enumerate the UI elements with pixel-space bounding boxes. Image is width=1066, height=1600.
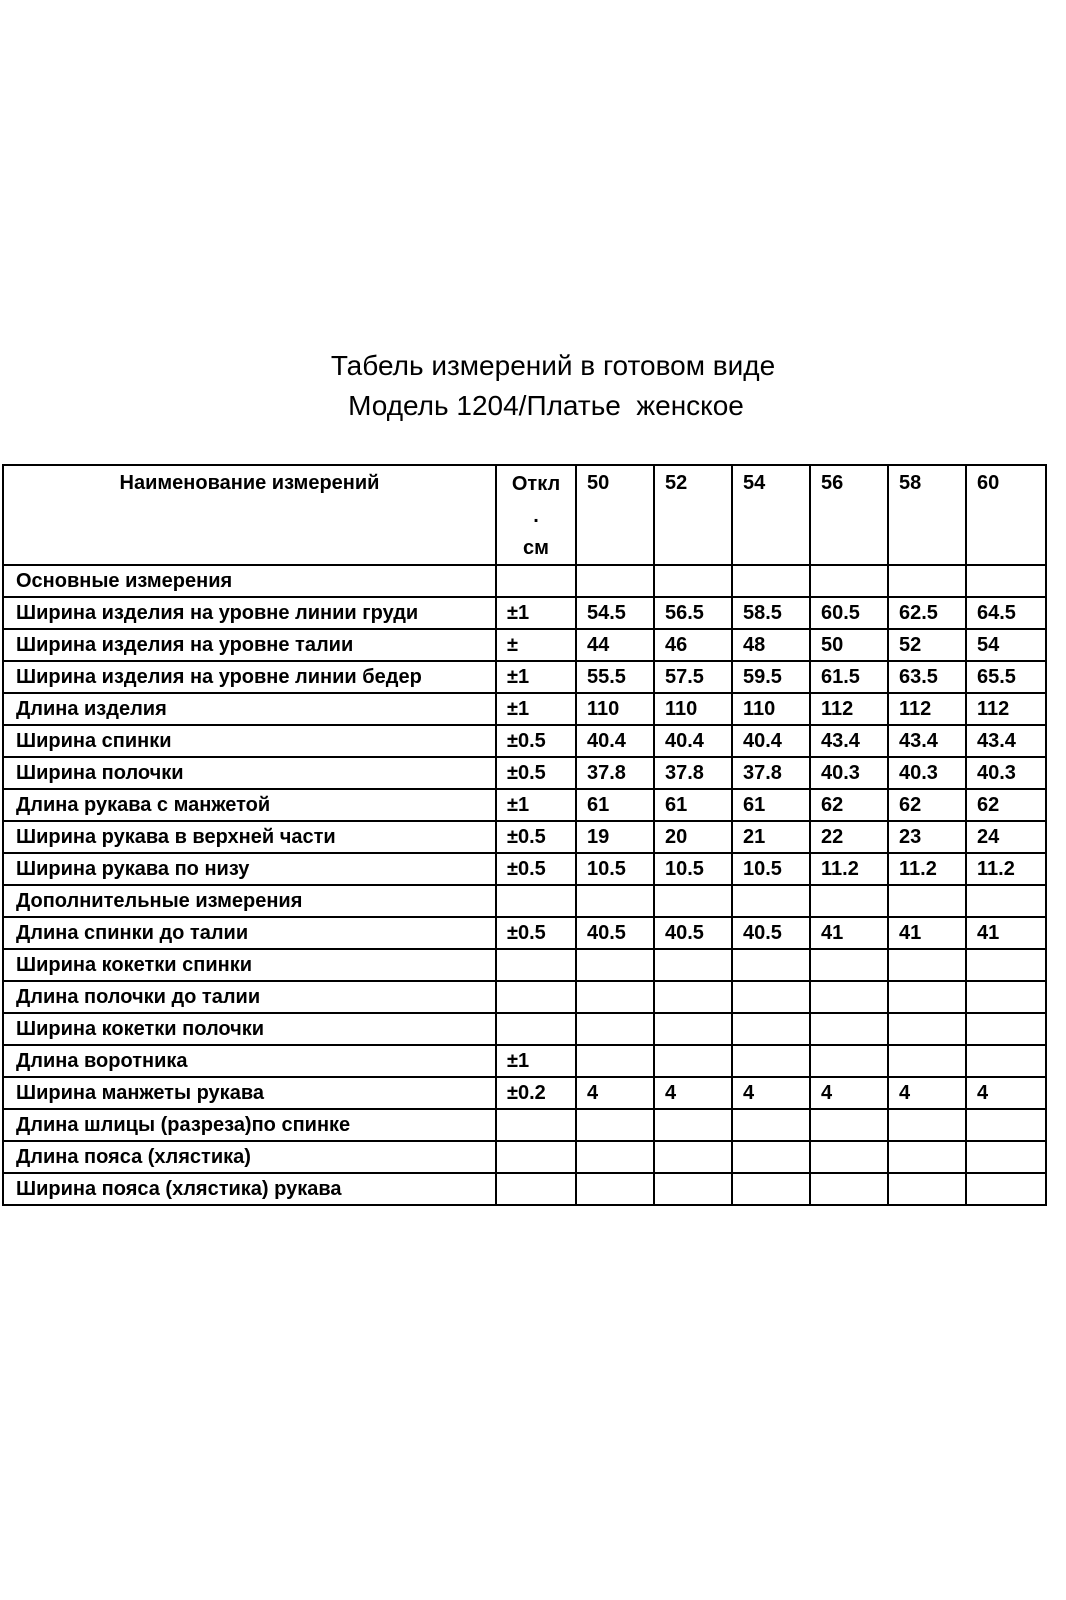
row-name: Ширина спинки: [3, 725, 496, 757]
row-value: [654, 1173, 732, 1205]
row-value: 41: [810, 917, 888, 949]
row-value: [810, 1109, 888, 1141]
row-value: 10.5: [732, 853, 810, 885]
row-value: 54.5: [576, 597, 654, 629]
table-row: [3, 981, 1046, 1013]
row-value: 23: [888, 821, 966, 853]
row-value: [654, 565, 732, 597]
row-value: 59.5: [732, 661, 810, 693]
row-name: Ширина рукава по низу: [3, 853, 496, 885]
row-deviation: [496, 1173, 576, 1205]
row-value: 62.5: [888, 597, 966, 629]
row-value: 40.3: [810, 757, 888, 789]
row-name: Ширина пояса (хлястика) рукава: [3, 1173, 496, 1205]
row-value: [888, 949, 966, 981]
measurement-table: [2, 464, 1047, 1206]
row-value: [966, 1141, 1046, 1173]
row-value: [576, 565, 654, 597]
table-row: [3, 1173, 1046, 1205]
row-value: 43.4: [810, 725, 888, 757]
header-deviation-line: .: [533, 505, 539, 527]
table-row: [3, 1077, 1046, 1109]
row-deviation: ±1: [496, 693, 576, 725]
row-value: 50: [810, 629, 888, 661]
row-value: [732, 1045, 810, 1077]
table-row: [3, 597, 1046, 629]
measurement-table-body: [3, 465, 1046, 1205]
row-value: 65.5: [966, 661, 1046, 693]
row-value: [654, 981, 732, 1013]
row-value: [810, 1141, 888, 1173]
row-value: 60.5: [810, 597, 888, 629]
header-deviation-line: Откл: [511, 473, 561, 495]
row-value: 110: [654, 693, 732, 725]
row-value: 40.4: [732, 725, 810, 757]
row-value: 61: [654, 789, 732, 821]
row-value: 61.5: [810, 661, 888, 693]
row-value: [888, 981, 966, 1013]
row-value: 4: [654, 1077, 732, 1109]
row-value: [810, 885, 888, 917]
row-value: [654, 1109, 732, 1141]
row-value: 40.5: [732, 917, 810, 949]
header-deviation: [496, 465, 576, 565]
row-value: [810, 1045, 888, 1077]
row-value: 4: [966, 1077, 1046, 1109]
row-name: Длина пояса (хлястика): [3, 1141, 496, 1173]
row-value: 24: [966, 821, 1046, 853]
row-value: 40.5: [576, 917, 654, 949]
row-value: 110: [576, 693, 654, 725]
header-size: 58: [888, 465, 966, 565]
row-value: 61: [576, 789, 654, 821]
row-deviation: ±1: [496, 661, 576, 693]
row-value: [654, 1045, 732, 1077]
row-value: [966, 1173, 1046, 1205]
row-value: [576, 1045, 654, 1077]
row-name: Ширина изделия на уровне линии груди: [3, 597, 496, 629]
table-row: [3, 821, 1046, 853]
header-size: 60: [966, 465, 1046, 565]
row-value: [654, 885, 732, 917]
row-value: 48: [732, 629, 810, 661]
row-value: [732, 981, 810, 1013]
row-value: [966, 565, 1046, 597]
row-name: Основные измерения: [3, 565, 496, 597]
row-name: Ширина кокетки спинки: [3, 949, 496, 981]
row-value: 22: [810, 821, 888, 853]
row-value: 62: [966, 789, 1046, 821]
row-value: 41: [966, 917, 1046, 949]
row-value: 4: [576, 1077, 654, 1109]
row-value: [810, 981, 888, 1013]
row-value: 11.2: [888, 853, 966, 885]
row-value: 37.8: [576, 757, 654, 789]
row-value: 44: [576, 629, 654, 661]
header-name: Наименование измерений: [3, 465, 496, 565]
row-value: 58.5: [732, 597, 810, 629]
row-value: 40.4: [654, 725, 732, 757]
title-line-2: Модель 1204/Платье женское: [348, 390, 744, 421]
row-value: 61: [732, 789, 810, 821]
row-value: [966, 981, 1046, 1013]
row-deviation: ±0.5: [496, 917, 576, 949]
row-name: Длина изделия: [3, 693, 496, 725]
row-value: [732, 949, 810, 981]
row-value: 4: [732, 1077, 810, 1109]
table-row: [3, 949, 1046, 981]
header-size: 54: [732, 465, 810, 565]
row-value: 52: [888, 629, 966, 661]
row-value: [888, 1045, 966, 1077]
row-deviation: [496, 949, 576, 981]
table-row: [3, 565, 1046, 597]
row-value: [576, 885, 654, 917]
table-row: [3, 693, 1046, 725]
row-value: [576, 1013, 654, 1045]
row-value: 46: [654, 629, 732, 661]
row-value: 63.5: [888, 661, 966, 693]
row-value: [576, 1109, 654, 1141]
row-value: [966, 885, 1046, 917]
row-name: Ширина полочки: [3, 757, 496, 789]
row-value: 41: [888, 917, 966, 949]
row-value: [732, 1109, 810, 1141]
row-value: 37.8: [732, 757, 810, 789]
row-deviation: ±0.5: [496, 757, 576, 789]
table-row: [3, 725, 1046, 757]
row-value: [732, 1141, 810, 1173]
row-value: 64.5: [966, 597, 1046, 629]
table-row: [3, 661, 1046, 693]
table-row: [3, 757, 1046, 789]
row-deviation: [496, 1141, 576, 1173]
row-value: 21: [732, 821, 810, 853]
row-deviation: [496, 981, 576, 1013]
row-name: Ширина кокетки полочки: [3, 1013, 496, 1045]
row-name: Длина спинки до талии: [3, 917, 496, 949]
row-value: 110: [732, 693, 810, 725]
row-value: [966, 1045, 1046, 1077]
row-value: 40.4: [576, 725, 654, 757]
row-value: 43.4: [966, 725, 1046, 757]
table-row: [3, 789, 1046, 821]
row-deviation: ±1: [496, 597, 576, 629]
row-value: [576, 981, 654, 1013]
row-value: [888, 885, 966, 917]
row-value: [732, 1013, 810, 1045]
row-value: [810, 1173, 888, 1205]
table-row: [3, 1109, 1046, 1141]
header-size: 52: [654, 465, 732, 565]
row-deviation: ±0.2: [496, 1077, 576, 1109]
row-value: [732, 565, 810, 597]
header-deviation-line: см: [523, 537, 549, 559]
row-value: 10.5: [576, 853, 654, 885]
row-deviation: ±0.5: [496, 725, 576, 757]
table-row: [3, 1013, 1046, 1045]
table-row: [3, 853, 1046, 885]
row-value: 112: [966, 693, 1046, 725]
table-row: [3, 885, 1046, 917]
row-deviation: [496, 565, 576, 597]
table-row: [3, 917, 1046, 949]
row-value: [576, 1141, 654, 1173]
header-size: 50: [576, 465, 654, 565]
row-deviation: [496, 1013, 576, 1045]
row-value: 11.2: [810, 853, 888, 885]
row-value: 20: [654, 821, 732, 853]
row-name: Ширина рукава в верхней части: [3, 821, 496, 853]
row-value: 10.5: [654, 853, 732, 885]
row-deviation: ±: [496, 629, 576, 661]
row-name: Ширина изделия на уровне линии бедер: [3, 661, 496, 693]
document-title: [0, 346, 1066, 426]
row-value: [810, 1013, 888, 1045]
row-value: 62: [810, 789, 888, 821]
row-value: 43.4: [888, 725, 966, 757]
row-name: Длина воротника: [3, 1045, 496, 1077]
row-value: 4: [888, 1077, 966, 1109]
row-value: 11.2: [966, 853, 1046, 885]
row-deviation: [496, 1109, 576, 1141]
row-name: Дополнительные измерения: [3, 885, 496, 917]
table-row: [3, 1045, 1046, 1077]
row-value: [888, 1173, 966, 1205]
row-name: Длина полочки до талии: [3, 981, 496, 1013]
row-value: 4: [810, 1077, 888, 1109]
row-deviation: [496, 885, 576, 917]
row-value: [888, 1109, 966, 1141]
row-name: Длина шлицы (разреза)по спинке: [3, 1109, 496, 1141]
row-value: 37.8: [654, 757, 732, 789]
header-size: 56: [810, 465, 888, 565]
row-deviation: ±0.5: [496, 853, 576, 885]
row-value: [966, 1013, 1046, 1045]
row-value: 40.3: [966, 757, 1046, 789]
row-value: [654, 1013, 732, 1045]
row-name: Ширина изделия на уровне талии: [3, 629, 496, 661]
row-value: [888, 1141, 966, 1173]
row-value: 40.3: [888, 757, 966, 789]
row-value: [888, 565, 966, 597]
table-row: [3, 1141, 1046, 1173]
row-value: [732, 885, 810, 917]
row-value: 57.5: [654, 661, 732, 693]
row-value: [576, 1173, 654, 1205]
row-value: [810, 949, 888, 981]
row-value: 19: [576, 821, 654, 853]
row-value: [654, 1141, 732, 1173]
title-line-1: Табель измерений в готовом виде: [330, 350, 776, 381]
row-value: 62: [888, 789, 966, 821]
row-value: [966, 1109, 1046, 1141]
table-row: [3, 629, 1046, 661]
row-name: Длина рукава с манжетой: [3, 789, 496, 821]
row-deviation: ±1: [496, 1045, 576, 1077]
row-value: 56.5: [654, 597, 732, 629]
row-value: [888, 1013, 966, 1045]
row-value: [654, 949, 732, 981]
row-value: 112: [810, 693, 888, 725]
row-deviation: ±1: [496, 789, 576, 821]
row-value: [966, 949, 1046, 981]
row-value: 55.5: [576, 661, 654, 693]
row-value: 40.5: [654, 917, 732, 949]
row-value: 112: [888, 693, 966, 725]
row-value: 54: [966, 629, 1046, 661]
row-value: [576, 949, 654, 981]
row-value: [810, 565, 888, 597]
row-name: Ширина манжеты рукава: [3, 1077, 496, 1109]
row-value: [732, 1173, 810, 1205]
table-header-row: [3, 465, 1046, 565]
row-deviation: ±0.5: [496, 821, 576, 853]
